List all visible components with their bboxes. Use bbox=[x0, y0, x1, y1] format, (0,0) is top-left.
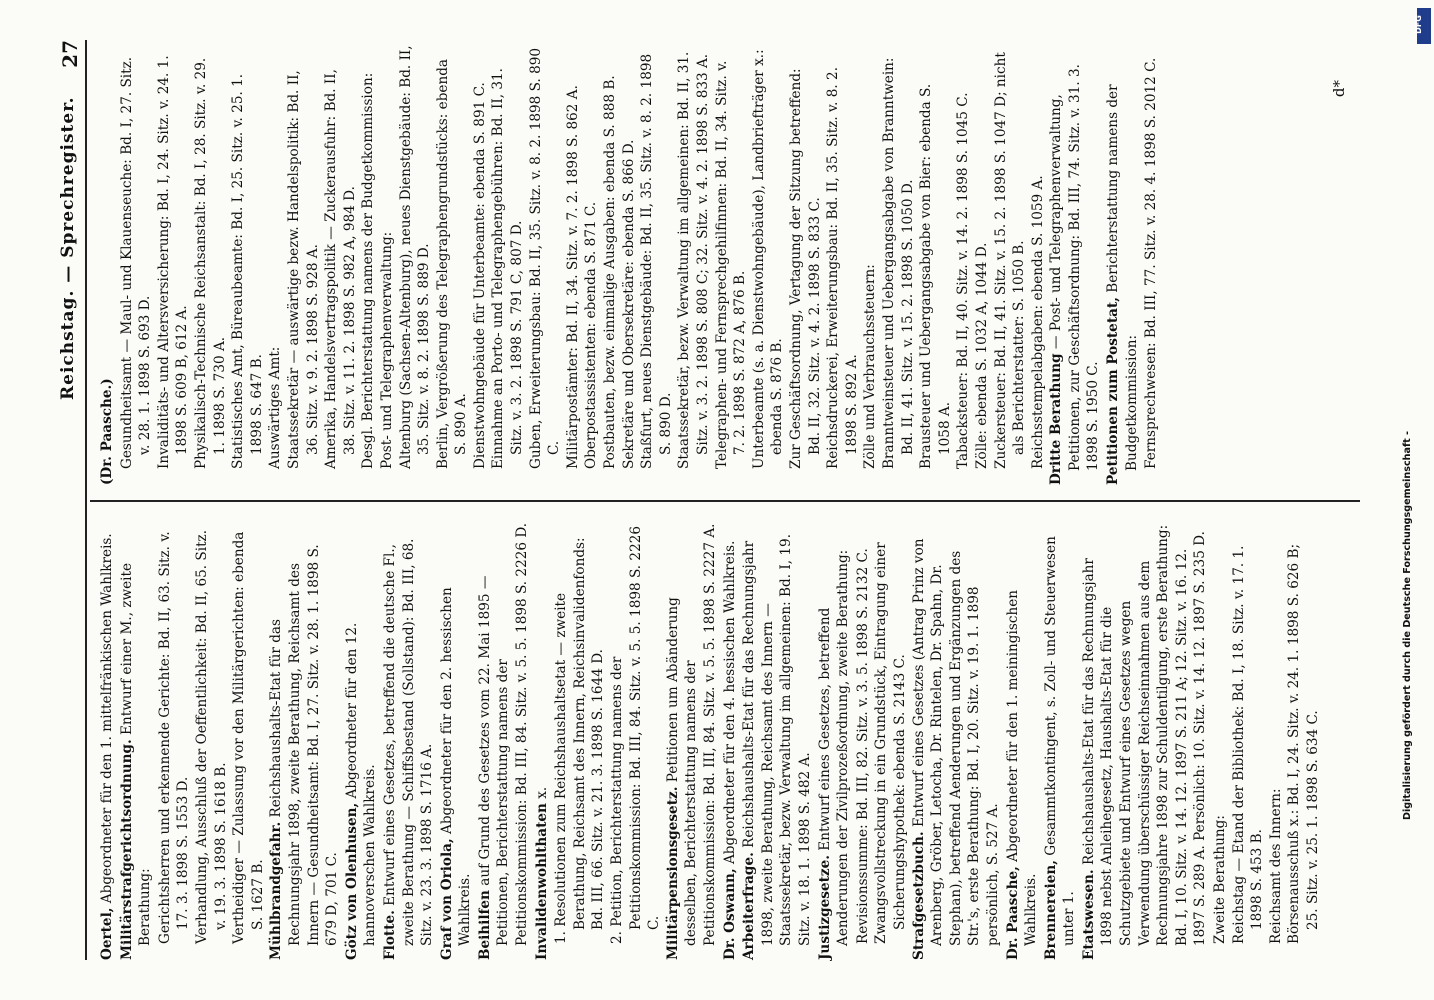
register-entry bbox=[438, 520, 475, 960]
entry-text: Berichterstattung namens der Budgetkommission: bbox=[1105, 84, 1140, 471]
register-entry bbox=[816, 520, 853, 960]
dfg-logo bbox=[1413, 8, 1431, 44]
entry-heading: Justizgesetze. bbox=[816, 855, 833, 960]
register-entry bbox=[381, 520, 437, 960]
register-entry bbox=[1080, 520, 1210, 960]
register-subentry: Post- und Telegraphenverwaltung: bbox=[378, 231, 395, 469]
register-subentry: Gerichtsherren und erkennende Gerichte: Bd. II, 63. Sitz. v. 17. 3. 1898 S. 1553 D. bbox=[156, 531, 192, 944]
entry-heading: Etatswesen. bbox=[1080, 869, 1097, 960]
entry-heading: Graf von Oriola, bbox=[438, 838, 455, 960]
register-subentry: Sekretäre und Obersekretäre: ebenda S. 866 D. bbox=[620, 139, 637, 469]
entry-heading: Strafgesetzbuch. bbox=[910, 831, 927, 960]
register-entry bbox=[1042, 520, 1079, 960]
register-subentry: Tabacksteuer: Bd. II, 40. Sitz. v. 14. 2. 1898 S. 1045 C. bbox=[955, 92, 972, 469]
left-column bbox=[98, 520, 1323, 960]
register-subentry: Berlin, Vergrößerung des Telegraphengrundstücks: ebenda S. 890 A. bbox=[434, 58, 470, 469]
register-subentry: Desgl. Berichterstattung namens der Budgetkommission: bbox=[360, 72, 377, 469]
register-subentry: Fernsprechwesen: Bd. III, 77. Sitz. v. 28. 4. 1898 S. 2012 C. bbox=[1143, 57, 1160, 469]
entry-text: Reichshaushalts-Etat für das Rechnungsjahr 1898, zweite Berathung, Reichsamt des Innern — Gesundheitsamt: Bd. I, 27. Sitz. v. 28. 1. 1898 S. 679 D, 701 C. bbox=[268, 544, 341, 946]
register-subentry: Invaliditäts- und Altersversicherung: Bd. I, 24. Sitz. v. 24. 1. 1898 S. 609 B, 612 A. bbox=[155, 55, 191, 469]
entry-text: Entwurf einer M., zweite Berathung: bbox=[118, 562, 154, 946]
register-subentry: Zur Geschäftsordnung, Vertagung der Sitzung betreffend: Bd. II, 32. Sitz. v. 4. 2. 1898 S. 833 C. bbox=[787, 68, 823, 469]
header-rule bbox=[85, 40, 87, 960]
register-entry bbox=[98, 520, 117, 960]
register-subentry: 2. Petition, Berichterstattung namens der Petitionskommission: Bd. III, 84. Sitz. v. 5. 5. 1898 S. 2226 C. bbox=[609, 525, 663, 944]
register-subentry: Vertheidiger — Zulassung vor den Militärgerichten: ebenda S. 1627 B. bbox=[231, 531, 266, 944]
dfg-logo-text: DFG bbox=[1413, 15, 1423, 34]
register-subentry: Gesundheitsamt — Maul- und Klauenseuche: Bd. I, 27. Sitz. v. 28. 1. 1898 S. 693 D. bbox=[118, 56, 154, 469]
entry-heading: Dritte Berathung bbox=[1048, 353, 1065, 485]
register-subentry: Reichsdruckerei, Erweiterungsbau: Bd. II, 35. Sitz. v. 8. 2. 1898 S. 892 A. bbox=[825, 66, 860, 469]
register-subentry: Oberpostassistenten: ebenda S. 871 C. bbox=[583, 201, 600, 469]
register-subentry: Statistisches Amt, Büreaubeamte: Bd. I, 25. Sitz. v. 25. 1. 1898 S. 647 B. bbox=[230, 73, 265, 469]
register-subentry: Zuckersteuer: Bd. II, 41. Sitz. v. 15. 2. 1898 S. 1047 D; nicht als Berichterstatter: S. 1050 B. bbox=[992, 52, 1028, 469]
entry-heading: (Dr. Paasche.) bbox=[99, 378, 115, 485]
register-subentry: Dienstwohngebäude für Unterbeamte: ebenda S. 891 C. bbox=[471, 82, 488, 469]
entry-heading: Dr. Oswann, bbox=[721, 868, 738, 960]
register-subentry: Amerika, Handelsvertragspolitik — Zuckerausfuhr: Bd. II, 38. Sitz. v. 11. 2. 1898 S. 982 A, 984 D. bbox=[323, 69, 358, 469]
page-number: 27 bbox=[58, 40, 82, 68]
register-entry bbox=[740, 520, 814, 960]
entry-text: — Post- und Telegraphenverwaltung, Petitionen, zur Geschäftsordnung: Bd. III, 74. Sitz. v. 31. 3. 1898 S. 1950 C. bbox=[1048, 64, 1102, 471]
register-subentry: Postbauten, bezw. einmalige Ausgaben: ebenda S. 888 B. bbox=[602, 75, 619, 469]
register-entry bbox=[664, 520, 720, 960]
register-subentry: Guben, Erweiterungsbau: Bd. II, 35. Sitz. v. 8. 2. 1898 S. 890 C. bbox=[527, 47, 563, 469]
register-subentry: Unterbeamte (s. a. Dienstwohngebäude), Landbriefträger x.: ebenda S. 876 B. bbox=[750, 49, 786, 469]
register-subentry: Staatssekretär — auswärtige bezw. Handelspolitik: Bd. II, 36. Sitz. v. 9. 2. 1898 S. 928 A. bbox=[285, 70, 321, 469]
register-entry bbox=[1104, 45, 1141, 485]
register-subentry: Militärpostämter: Bd. II, 34. Sitz. v. 7. 2. 1898 S. 862 A. bbox=[564, 85, 581, 469]
register-subentry: Reichsstempelabgaben: ebenda S. 1059 A. bbox=[1029, 175, 1046, 469]
entry-text: Reichshaushalts-Etat für das Rechnungsjahr 1898, zweite Berathung, Reichsamt des Innern — Staatssekretär, bezw. Verwaltung im allgemeinen: Bd. I, 19. Sitz. v. 18. 1. 1898 S. 482 A. bbox=[741, 533, 813, 946]
entry-text: Abgeordneter für den 12. hannoverschen Wahlkreis. bbox=[343, 622, 379, 946]
register-entry bbox=[118, 520, 155, 960]
entry-text: Reichshaushalts-Etat für das Rechnungsjahr 1898 nebst Anleihegesetz, Haushalts-Etat für die Schutzgebiete und Entwurf eines Gesetzes wegen Verwendung überschüssiger Reichseinnahmen aus dem Rechnungsjahre 1898 zur Schuldentilgung, erste Berathung: Bd. I, 10. Sitz. v. 14. 12. 1897 S. 211 A; 12. Sitz. v. 16. 12. 1897 S. 289 A. Persönlich: 10. Sitz. v. 14. 12. 1897 S. 235 D. bbox=[1080, 524, 1209, 946]
signature-mark: d* bbox=[1330, 80, 1348, 98]
register-subentry: Brausteuer und Uebergangsabgabe von Bier: ebenda S. 1058 A. bbox=[918, 83, 953, 469]
entry-text: Abgeordneter für den 2. hessischen Wahlkreis. bbox=[438, 587, 474, 946]
register-entry bbox=[98, 45, 117, 485]
register-entry bbox=[533, 520, 552, 960]
register-subentry: 1. Resolutionen zum Reichshaushaltsetat — zweite Berathung, Reichsamt des Innern, Reichsinvalidenfonds: Bd. III, 66. Sitz. v. 21. 3. 1898 S. 1644 D. bbox=[553, 537, 607, 944]
entry-text: Abgeordneter für den 1. mittelfränkischen Wahlkreis. bbox=[99, 533, 115, 908]
register-subentry: Physikalisch-Technische Reichsanstalt: Bd. I, 28. Sitz. v. 29. 1. 1898 S. 730 A. bbox=[192, 57, 228, 469]
register-subentry: Revisionssumme: Bd. III, 82. Sitz. v. 3. 5. 1898 S. 2132 C. bbox=[854, 548, 871, 944]
entry-heading: Arbeiterfrage. bbox=[741, 852, 758, 960]
entry-heading: Beihilfen bbox=[476, 890, 493, 960]
entry-heading: Götz von Olenhusen, bbox=[343, 802, 360, 960]
entry-heading: Oertel, bbox=[99, 907, 115, 960]
register-subentry: Zweite Berathung: bbox=[1212, 815, 1229, 944]
entry-text: Abgeordneter für den 4. hessischen Wahlkreis. bbox=[721, 540, 738, 869]
register-subentry: Börsenausschuß x.: Bd. I, 24. Sitz. v. 24. 1. 1898 S. 626 B; 25. Sitz. v. 25. 1. 1898 S. 634 C. bbox=[1286, 543, 1321, 944]
entry-heading: Invalidenwohlthaten bbox=[533, 803, 550, 960]
entry-text: Entwurf eines Gesetzes, betreffend Aenderungen der Zivilprozeßordnung, zweite Berathung: bbox=[816, 549, 852, 946]
register-subentry: Staßfurt, neues Dienstgebäude: Bd. II, 35. Sitz. v. 8. 2. 1898 S. 890 D. bbox=[639, 53, 674, 469]
register-subentry: Staatssekretär, bezw. Verwaltung im allgemeinen: Bd. II, 31. Sitz. v. 3. 2. 1898 S. 808 C; 32. Sitz. v. 4. 2. 1898 S. 833 A. bbox=[676, 51, 711, 469]
register-entry bbox=[1004, 520, 1041, 960]
entry-heading: Flotte. bbox=[381, 910, 398, 960]
register-entry bbox=[721, 520, 740, 960]
register-entry bbox=[343, 520, 380, 960]
entry-text: Entwurf eines Gesetzes, betreffend die deutsche Fl., zweite Berathung — Schiffsbestand (Sollstand): Bd. III, 68. Sitz. v. 23. 3. 1898 S. 1716 A. bbox=[381, 538, 436, 946]
register-subentry: Auswärtiges Amt: bbox=[267, 346, 284, 469]
register-entry bbox=[476, 520, 532, 960]
register-subentry: Zölle und Verbrauchssteuern: bbox=[862, 264, 879, 469]
register-subentry: Reichsamt des Innern: bbox=[1267, 788, 1284, 944]
entry-heading: Petitionen zum Postetat, bbox=[1105, 297, 1122, 485]
register-entry bbox=[1047, 45, 1103, 485]
right-column bbox=[98, 45, 1161, 485]
running-head-title: Reichstag. — Sprechregister. bbox=[58, 96, 78, 400]
entry-heading: Brennereien, bbox=[1042, 860, 1059, 960]
column-rule bbox=[90, 500, 1360, 502]
entry-text: x. bbox=[533, 786, 550, 804]
running-head bbox=[58, 40, 88, 960]
entry-heading: Militärpensionsgesetz. bbox=[664, 786, 681, 960]
register-entry bbox=[910, 520, 1003, 960]
entry-text: Petitionen um Abänderung desselben, Berichterstattung namens der Petitionskommission: Bd. III, 84. Sitz. v. 5. 5. 1898 S. 2227 A. bbox=[664, 523, 718, 946]
register-subentry: Branntweinsteuer und Uebergangsabgabe von Branntwein: Bd. II, 41. Sitz. v. 15. 2. 1898 S. 1050 D. bbox=[880, 57, 916, 469]
dfg-credit: Digitalisierung gefördert durch die Deutsche Forschungsgemeinschaft - bbox=[1402, 430, 1413, 820]
register-subentry: Einnahme an Porto- und Telegraphengebühren: Bd. II, 31. Sitz. v. 3. 2. 1898 S. 791 C, 807 D. bbox=[490, 68, 526, 469]
register-subentry: Zölle: ebenda S. 1032 A, 1044 D. bbox=[973, 242, 990, 469]
register-subentry: Telegraphen- und Fernsprechgehilfinnen: Bd. II, 34. Sitz. v. 7. 2. 1898 S. 872 A, 876 B. bbox=[713, 60, 749, 469]
entry-text: Abgeordneter für den 1. meiningischen Wahlkreis. bbox=[1004, 590, 1040, 946]
register-subentry: Altenburg (Sachsen-Altenburg), neues Dienstgebäude: Bd. II, 35. Sitz. v. 8. 2. 1898 S. 889 D. bbox=[397, 45, 433, 469]
register-entry bbox=[267, 520, 341, 960]
register-subentry: Verhandlung, Ausschluß der Oeffentlichkeit: Bd. II, 65. Sitz. v. 19. 3. 1898 S. 1618 B. bbox=[193, 529, 229, 944]
entry-heading: Mühlbrandgefahr. bbox=[268, 821, 285, 960]
entry-heading: Dr. Paasche, bbox=[1004, 866, 1021, 960]
register-subentry: Zwangsvollstreckung in ein Grundstück, Eintragung einer Sicherungshypothek: ebenda S. 2143 C. bbox=[873, 542, 908, 944]
entry-text: Gesammtkontingent, s. Zoll- und Steuerwesen unter 1. bbox=[1042, 536, 1078, 946]
entry-text: auf Grund des Gesetzes vom 22. Mai 1895 — Petitionen, Berichterstattung namens der Petitionskommission: Bd. III, 84. Sitz. v. 5. 5. 1898 S. 2226 D. bbox=[476, 522, 531, 946]
rotated-register-page bbox=[40, 40, 1370, 960]
entry-heading: Militärstrafgerichtsordnung. bbox=[118, 739, 135, 960]
register-subentry: Reichstag — Etand der Bibliothek: Bd. I, 18. Sitz. v. 17. 1. 1898 S. 453 B. bbox=[1230, 545, 1266, 944]
entry-text: Entwurf eines Gesetzes (Antrag Prinz von Arenberg, Gröber, Letocha, Dr. Rintelen, Dr. Spahn, Dr. Stephan), betreffend Aenderungen und Ergänzungen des Str.'s, erste Berathung: Bd. I, 20. Sitz. v. 19. 1. 1898 persönlich, S. 527 A. bbox=[910, 538, 1001, 946]
